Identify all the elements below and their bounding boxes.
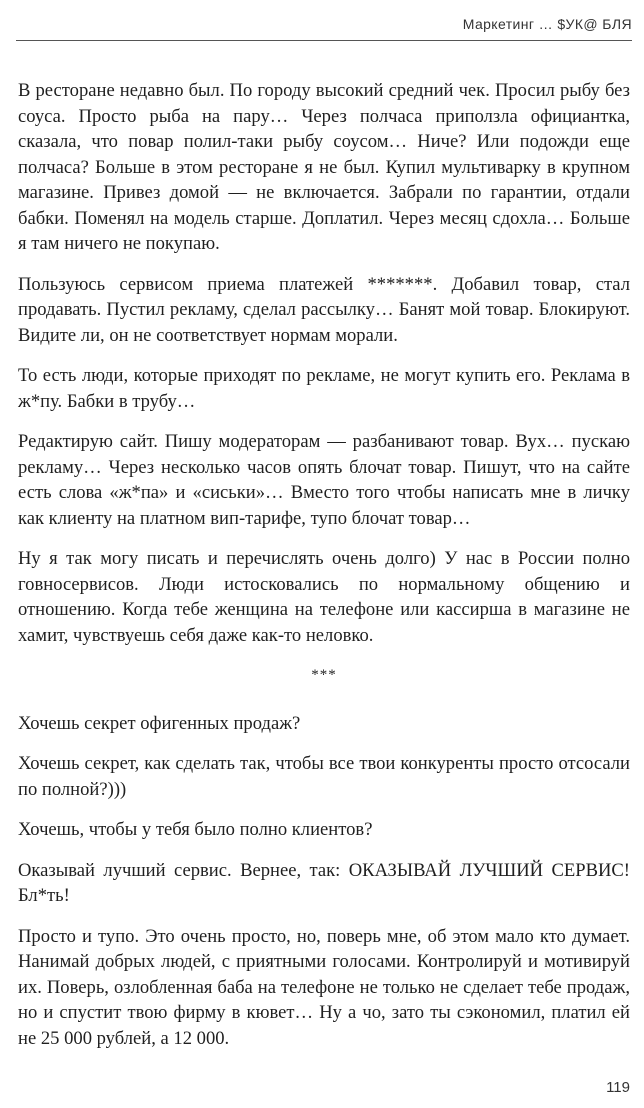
paragraph-clients: Хочешь, чтобы у тебя было полно клиентов? xyxy=(18,819,373,840)
paragraph-moderators: Редактирую сайт. Пишу модераторам — разбанивают товар. Вух… пускаю рекламу… Через несколько часов опять блочат товар. Пишут, что на сайте есть слова «ж*па» и «сиськи»… Вместо того чтобы написать мне в личку как клиенту на платном вип-тарифе, тупо блочат товар… xyxy=(18,431,630,529)
running-title: Маркетинг … $УК@ БЛЯ xyxy=(462,16,632,32)
paragraph-secret-sales: Хочешь секрет офигенных продаж? xyxy=(18,712,301,734)
paragraph-restaurant: В ресторане недавно был. По городу высокий средний чек. Просил рыбу без соуса. Просто рыба на пару… Через полчаса приползла официантка, сказала, что повар полил-таки рыбу соусом… Ниче? Или подожди еще полчаса? Больше в этом ресторане я не был. Купил мультиварку в крупном магазине. Привез домой — не включается. Забрали по гарантии, отдали бабки. Поменял на модель старше. Доплатил. Через месяц сдохла… Больше я там ничего не покупаю. xyxy=(18,80,630,254)
paragraph-bad-services: Ну я так могу писать и перечислять очень долго) У нас в России полно говносервисов. Люди истосковались по нормальному общению и отношению. Когда тебе женщина на телефоне или кассирша в магазине не хамит, чувствуешь себя даже как-то неловко. xyxy=(18,548,630,646)
paragraph-advertising: То есть люди, которые приходят по рекламе, не могут купить его. Реклама в ж*пу. Бабки в трубу… xyxy=(18,365,630,412)
paragraph-best-service: Оказывай лучший сервис. Вернее, так: ОКАЗЫВАЙ ЛУЧШИЙ СЕРВИС! Бл*ть! xyxy=(18,859,630,906)
paragraph-secret-competitors: Хочешь секрет, как сделать так, чтобы все твои конкуренты просто отсосали по полной?))) xyxy=(18,753,630,800)
running-header xyxy=(16,8,632,41)
page-number: 119 xyxy=(606,1079,630,1096)
paragraph-conclusion: Просто и тупо. Это очень просто, но, поверь мне, об этом мало кто думает. Нанимай добрых людей, с приятными голосами. Контролируй и мотивируй их. Поверь, озлобленная баба на телефоне не только не сделает тебе продаж, но и спустит твою фирму в кювет… Ну а чо, зато ты сэкономил, платил ей не 25 000 рублей, а 12 000. xyxy=(18,925,630,1049)
page-body xyxy=(18,78,630,1066)
section-separator: *** xyxy=(311,667,337,683)
paragraph-payment-service: Пользуюсь сервисом приема платежей *******. Добавил товар, стал продавать. Пустил рекламу, сделал рассылку… Банят мой товар. Блокируют. Видите ли, он не соответствует нормам морали. xyxy=(18,273,630,346)
